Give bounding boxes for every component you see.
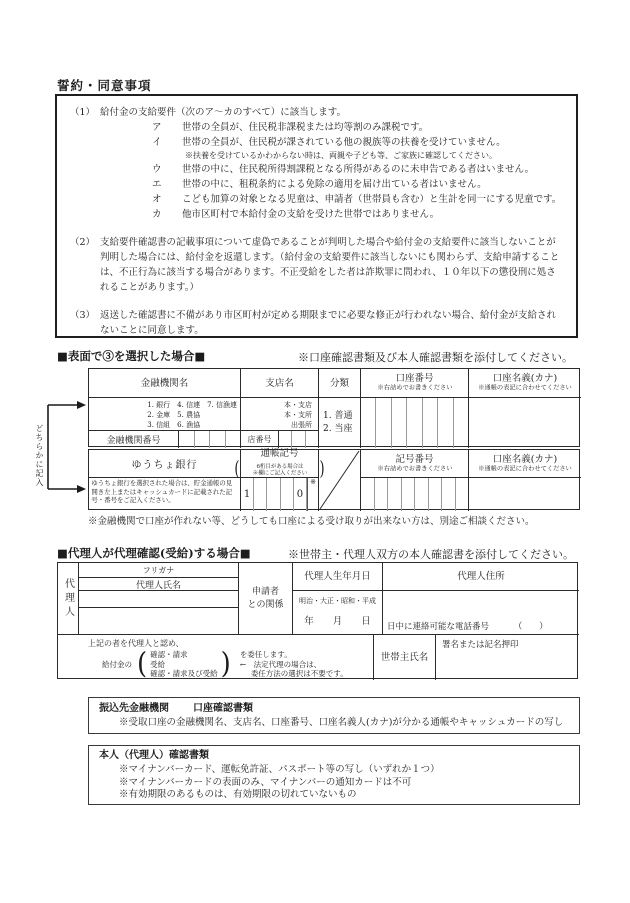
- branch-types-row: 出張所: [291, 421, 312, 429]
- delegation-option: 確認・請求: [150, 650, 188, 659]
- identity-documents-note: ※マイナンバーカード、運転免許証、パスポート等の写し（いずれか１つ）: [119, 764, 440, 775]
- phone-line: [387, 620, 548, 632]
- subitem-label: ア: [152, 122, 162, 133]
- delegation-note: ← 法定代理の場合は、: [239, 659, 322, 669]
- passbook-symbol-boxes: [241, 478, 319, 511]
- institution-number-label: 金融機関番号: [106, 436, 161, 446]
- digit-box[interactable]: [388, 478, 402, 511]
- digit-box[interactable]: [226, 431, 241, 448]
- digit-box[interactable]: [442, 478, 456, 511]
- furigana-header: [79, 563, 239, 578]
- passbook-note-lines: [252, 463, 306, 476]
- digit-box[interactable]: [407, 398, 422, 448]
- page-title: 誓約・同意事項: [57, 78, 152, 93]
- phone-paren: （ ）: [513, 622, 548, 632]
- digit-box[interactable]: [392, 398, 407, 448]
- digit-box[interactable]: 0: [294, 478, 307, 511]
- branch-types-row: 本・支店: [284, 401, 312, 409]
- proxy-name-label: 代理人氏名: [135, 580, 181, 591]
- institution-name-header: [89, 369, 241, 398]
- digit-box[interactable]: [456, 478, 469, 511]
- digit-box[interactable]: [361, 478, 375, 511]
- passbook-note-line: 6桁目がある場合は: [256, 463, 303, 470]
- sixth-digit-box[interactable]: [307, 478, 318, 511]
- identity-documents-note: ※有効期限のあるものは、有効期限の切れていないもの: [119, 789, 357, 800]
- proxy-section-heading-note: ※世帯主・代理人双方の本人確認書を添付してください。: [288, 548, 574, 561]
- yucho-bank-table: [88, 449, 580, 510]
- account-name-label: 口座名義(カナ): [492, 373, 558, 384]
- delegation-options-row: [58, 647, 373, 682]
- institution-types-row: 3. 信組 6. 漁協: [147, 421, 201, 429]
- digit-box[interactable]: [376, 398, 391, 448]
- branch-number-boxes: [279, 431, 319, 448]
- digit-box[interactable]: 1: [241, 478, 254, 511]
- proxy-row-label-cell: [58, 563, 79, 635]
- head-of-household-label-cell: [374, 635, 436, 680]
- yucho-account-name-field[interactable]: [469, 478, 581, 511]
- institution-types-row: 1. 銀行 4. 信連 7. 信漁連: [147, 401, 237, 409]
- yucho-bank-name-cell: [89, 450, 241, 481]
- item-number: （2）: [70, 237, 96, 248]
- digit-box[interactable]: [279, 431, 292, 448]
- identity-documents-note: ※マイナンバーカードの表面のみ、マイナンバーの通知カードは不可: [119, 776, 412, 788]
- class-field[interactable]: [319, 398, 361, 448]
- relation-header: [239, 563, 293, 635]
- close-paren: ): [220, 647, 231, 682]
- subitem-text: こども加算の対象となる児童は、申請者（世帯員も含む）と生計を同一にする児童です。: [182, 194, 562, 205]
- agreement-box: [55, 94, 578, 338]
- relation-label-line: との関係: [247, 599, 284, 610]
- delegation-option: 受給: [150, 659, 166, 669]
- passbook-symbol-note: [234, 460, 324, 479]
- institution-types-row: 2. 金庫 5. 農協: [147, 411, 201, 419]
- branch-types-row: 本・支所: [284, 411, 312, 419]
- year-month-day: 年 月 日: [304, 616, 371, 627]
- address-header: [383, 563, 579, 591]
- class-option-ordinary: 1. 普通: [323, 411, 353, 421]
- agreement-subitem-u: [152, 162, 562, 177]
- symbol-number-header: [361, 450, 469, 478]
- agreement-item-3: [57, 308, 562, 338]
- account-name-note: ※通帳の表記に合わせてください: [478, 384, 572, 392]
- no-account-note: ※金融機関で口座が作れない等、どうしても口座による受け取りが出来ない方は、別途ご相談ください。: [88, 516, 535, 527]
- bank-account-table: [88, 368, 580, 447]
- account-number-header: [361, 369, 469, 398]
- institution-number-label-cell: [89, 431, 179, 448]
- digit-box[interactable]: [423, 398, 438, 448]
- passbook-symbol-header: [234, 448, 325, 481]
- branch-number-label: 店番号: [247, 435, 272, 444]
- era-options: 明治・大正・昭和・平成: [299, 597, 376, 605]
- yucho-account-name-note: ※通帳の表記に合わせてください: [478, 464, 572, 472]
- address-field[interactable]: [383, 591, 579, 635]
- symbol-number-boxes: [361, 478, 469, 511]
- open-paren: (: [137, 647, 148, 682]
- branch-number-label-cell: [241, 431, 279, 448]
- yucho-account-name-label: 口座名義(カナ): [492, 453, 558, 465]
- branch-name-field[interactable]: [241, 398, 319, 431]
- furigana-label: フリガナ: [142, 565, 175, 575]
- proxy-name-field[interactable]: [79, 608, 239, 635]
- subitem-label: カ: [152, 209, 162, 220]
- account-name-field[interactable]: [469, 398, 581, 448]
- bank-documents-box: [88, 697, 580, 734]
- institution-name-label: 金融機関名: [140, 377, 189, 389]
- institution-number-boxes: [179, 431, 241, 448]
- proxy-name-header: [79, 578, 239, 591]
- agreement-subitem-ka: [152, 207, 562, 222]
- digit-box[interactable]: [281, 478, 294, 511]
- signature-field[interactable]: [436, 635, 579, 680]
- yucho-account-name-header: [469, 450, 581, 478]
- agreement-item-2: [57, 235, 562, 295]
- bank-documents-title-1: 振込先金融機関: [99, 703, 169, 714]
- digit-box[interactable]: [361, 398, 376, 448]
- identity-documents-box: [88, 745, 580, 805]
- digit-box[interactable]: [375, 478, 389, 511]
- yucho-instruction-text: ゆうちょ銀行を選択された場合は、貯金通帳の見開き左上またはキャッシュカードに記載された記号・番号をご記入ください。: [91, 479, 233, 504]
- digit-box[interactable]: [438, 398, 453, 448]
- subitem-label: エ: [152, 179, 162, 190]
- subitem-label: オ: [152, 194, 162, 205]
- subitem-text: 他市区町村で本給付金の支給を受けた世帯ではありません。: [182, 209, 440, 220]
- item-number: （3）: [70, 310, 96, 321]
- subitem-label: ウ: [152, 164, 162, 175]
- passbook-symbol-label: 通帳記号: [260, 448, 299, 459]
- digit-box[interactable]: [429, 478, 443, 511]
- proxy-section-heading: ■代理人が代理確認(受給)する場合■: [57, 546, 251, 560]
- account-number-label: 口座番号: [395, 373, 434, 384]
- proxy-table: [57, 562, 578, 682]
- agreement-subitem-i: [152, 135, 562, 150]
- birthdate-field[interactable]: [293, 591, 383, 635]
- branch-name-header: [241, 369, 319, 398]
- yucho-instruction-cell: [89, 478, 241, 511]
- proxy-furigana-field[interactable]: [79, 591, 239, 608]
- institution-name-field[interactable]: [89, 398, 241, 431]
- yucho-bank-name: ゆうちょ銀行: [131, 460, 198, 471]
- digit-box[interactable]: [415, 478, 429, 511]
- bank-documents-title: [99, 702, 571, 715]
- agreement-subitem-o: [152, 192, 562, 207]
- digit-box[interactable]: [402, 478, 416, 511]
- delegation-option: 確認・請求及び受給: [150, 669, 218, 678]
- symbol-number-label: 記号番号: [395, 453, 434, 465]
- delegation-note: 委任方法の選択は不要です。: [250, 669, 348, 678]
- digit-box[interactable]: [267, 478, 280, 511]
- item-text: 支給要件確認書の記載事項について虚偽であることが判明した場合や給付金の支給要件に該当しないことが判明した場合には、給付金を返還します。（給付金の支給要件に該当しないにも関わらず、支給申請することは、不正行為に該当する場合があります。不正受給をした者は詐欺罪に問われ、１０年以下の懲役刑に処されることがあります。）: [100, 237, 560, 293]
- digit-box[interactable]: [454, 398, 468, 448]
- account-section-heading: ■表面で③を選択した場合■: [57, 349, 206, 363]
- class-option-current: 2. 当座: [323, 424, 353, 434]
- symbol-number-note: ※右詰めでお書きください: [377, 464, 452, 472]
- institution-type-legend: [147, 400, 237, 430]
- agreement-item-1: [57, 105, 562, 120]
- passbook-note-line: ※欄にご記入ください: [252, 469, 307, 476]
- agreement-subitem-a: [152, 120, 562, 135]
- digit-box[interactable]: [179, 431, 195, 448]
- bank-documents-note: ※受取口座の金融機関名、支店名、口座番号、口座名義人(カナ)が分かる通帳やキャッシュカードの写し: [119, 717, 564, 728]
- birthdate-label: 代理人生年月日: [304, 571, 371, 582]
- delegation-notes: [240, 650, 348, 679]
- delegation-prefix: 給付金の: [102, 659, 132, 669]
- signature-label: 署名または記名押印: [442, 640, 519, 650]
- item-text: 給付金の支給要件（次のア～カのすべて）に該当します。: [100, 107, 347, 118]
- digit-box[interactable]: [195, 431, 211, 448]
- branch-type-legend: [241, 400, 318, 430]
- asterisk-mark: ※: [310, 478, 316, 486]
- subitem-note: ※扶養を受けているかわからない時は、両親や子ども等、ご家族に確認してください。: [185, 151, 497, 160]
- close-paren: ): [319, 458, 325, 481]
- open-paren: (: [234, 458, 240, 481]
- proxy-row-label: 代理人: [62, 577, 74, 620]
- account-section-heading-note: ※口座確認書類及び本人確認書類を添付してください。: [298, 351, 573, 364]
- identity-documents-title: 本人（代理人）確認書類: [99, 750, 209, 761]
- either-one-bracket-arrow-icon: [38, 399, 90, 495]
- agreement-subitem-e: [152, 177, 562, 192]
- digit-box[interactable]: [210, 431, 226, 448]
- digit-box[interactable]: [306, 431, 318, 448]
- relation-label-line: 申請者: [251, 586, 279, 597]
- item-number: （1）: [70, 107, 96, 118]
- crossed-out-cell: [319, 450, 361, 511]
- digit-box[interactable]: [292, 431, 305, 448]
- either-one-label: どちらかに記入: [35, 424, 44, 487]
- delegation-cell: [58, 635, 374, 680]
- diagonal-slash-icon: [319, 450, 360, 510]
- account-number-boxes: [361, 398, 469, 448]
- subitem-text: 世帯の全員が、住民税が課されている他の親族等の扶養を受けていません。: [182, 137, 506, 148]
- address-label: 代理人住所: [457, 571, 505, 582]
- branch-name-label: 支店名: [265, 377, 294, 389]
- class-label: 分類: [329, 377, 349, 389]
- class-header: [319, 369, 361, 398]
- account-name-header: [469, 369, 581, 398]
- subitem-text: 世帯の中に、住民税所得割課税となる所得があるのに未申告である者はいません。: [182, 164, 535, 175]
- subitem-label: イ: [152, 137, 162, 148]
- digit-box[interactable]: [254, 478, 267, 511]
- account-number-note: ※右詰めでお書きください: [377, 384, 452, 392]
- phone-label: 日中に連絡可能な電話番号: [387, 622, 490, 632]
- delegation-options[interactable]: [150, 650, 218, 679]
- subitem-text: 世帯の全員が、住民税非課税または均等割のみ課税です。: [182, 122, 429, 133]
- delegation-intro: 上記の者を代理人と認め、: [88, 639, 184, 648]
- birthdate-header: [293, 563, 383, 591]
- head-of-household-label: 世帯主氏名: [380, 652, 429, 663]
- item-text: 返送した確認書に不備があり市区町村が定める期限までに必要な修正が行われない場合、給付金が支給されないことに同意します。: [100, 310, 557, 336]
- subitem-text: 世帯の中に、租税条約による免除の適用を届け出ている者はいません。: [182, 179, 487, 190]
- bank-documents-title-2: 口座確認書類: [193, 703, 253, 714]
- delegation-suffix: を委任します。: [239, 650, 292, 659]
